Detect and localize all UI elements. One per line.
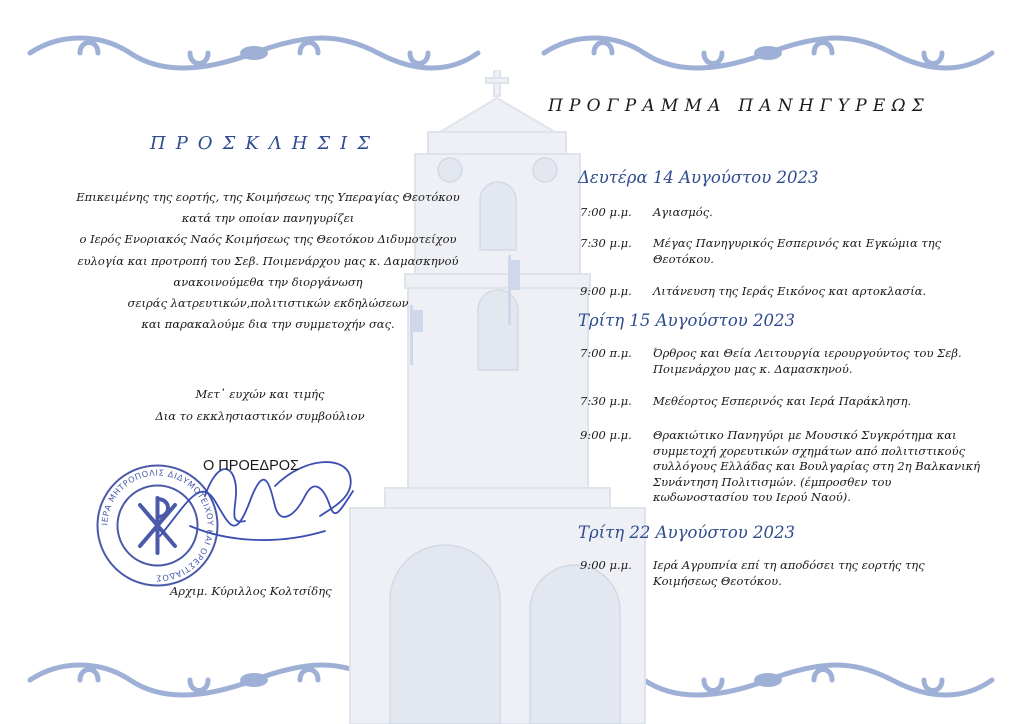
event-text: Μεθέορτος Εσπερινός και Ιερά Παράκληση. (653, 394, 912, 408)
invitation-line: κατά την οποίαν πανηγυρίζει (181, 211, 355, 226)
event-time: 9:00 μ.μ. (580, 558, 632, 572)
event-text: Όρθρος και Θεία Λειτουργία ιερουργούντος του Σεβ. Ποιμενάρχου μας κ. Δαμασκηνού. (653, 346, 962, 376)
event-time: 9:00 μ.μ. (580, 284, 632, 298)
president-label: Ο ΠΡΟΕΔΡΟΣ (203, 458, 299, 474)
invitation-line: ο Ιερός Ενοριακός Ναός Κοιμήσεως της Θεοτόκου Διδυμοτείχου (79, 232, 457, 247)
event-text: Θρακιώτικο Πανηγύρι με Μουσικό Συγκρότημα και συμμετοχή χορευτικών σχημάτων από πολιτιστικούς συλλόγους Ελλάδας και Βουλγαρίας στη 2η Βαλκανική Συνάντηση Πολιτισμών. (έμπροσθεν του κωδωνοστασίου του Ιερού Ναού). (653, 428, 981, 504)
day-heading: Τρίτη 15 Αυγούστου 2023 (578, 311, 796, 330)
closing-council: Δια το εκκλησιαστικόν συμβούλιον (155, 409, 365, 423)
day-heading: Τρίτη 22 Αυγούστου 2023 (578, 523, 796, 542)
day-heading: Δευτέρα 14 Αυγούστου 2023 (578, 168, 819, 187)
event-time: 7:00 π.μ. (580, 346, 632, 360)
invitation-line: ανακοινούμεθα την διοργάνωση (173, 274, 363, 289)
event-time: 7:30 μ.μ. (580, 236, 632, 250)
event-time: 7:00 μ.μ. (580, 205, 632, 219)
invitation-line: σειράς λατρευτικών,πολιτιστικών εκδηλώσεων (127, 296, 409, 311)
invitation-body (28, 187, 508, 335)
invitation-line: ευλογία και προτροπή του Σεβ. Ποιμενάρχου μας κ. Δαμασκηνού (77, 253, 459, 268)
invitation-line: και παρακαλούμε δια την συμμετοχήν σας. (141, 317, 395, 332)
event-text: Αγιασμός. (653, 205, 713, 219)
event-time: 9:00 μ.μ. (580, 428, 632, 442)
closing-greeting: Μετ᾽ ευχών και τιμής (195, 387, 325, 401)
event-text: Ιερά Αγρυπνία επί τη αποδόσει της εορτής της Κοιμήσεως Θεοτόκου. (653, 558, 925, 588)
event-time: 7:30 μ.μ. (580, 394, 632, 408)
event-text: Μέγας Πανηγυρικός Εσπερινός και Εγκώμια της Θεοτόκου. (653, 236, 942, 266)
signer-name: Αρχιμ. Κύριλλος Κολτσίδης (170, 584, 332, 598)
invitation-title: ΠΡΟΣΚΛΗΣΙΣ (150, 133, 380, 154)
program-title: ΠΡΟΓΡΑΜΜΑ ΠΑΝΗΓΥΡΕΩΣ (548, 96, 930, 116)
invitation-line: Επικειμένης της εορτής, της Κοιμήσεως της Υπεραγίας Θεοτόκου (76, 190, 460, 204)
seal-text: ΙΕΡΑ ΜΗΤΡΟΠΟΛΙΣ ΔΙΔΥΜΟΤΕΙΧΟΥ ΚΑΙ ΟΡΕΣΤΙΑΔΟΣ (99, 467, 216, 584)
closing (110, 383, 410, 427)
event-text: Λιτάνευση της Ιεράς Εικόνος και αρτοκλασία. (653, 284, 927, 298)
